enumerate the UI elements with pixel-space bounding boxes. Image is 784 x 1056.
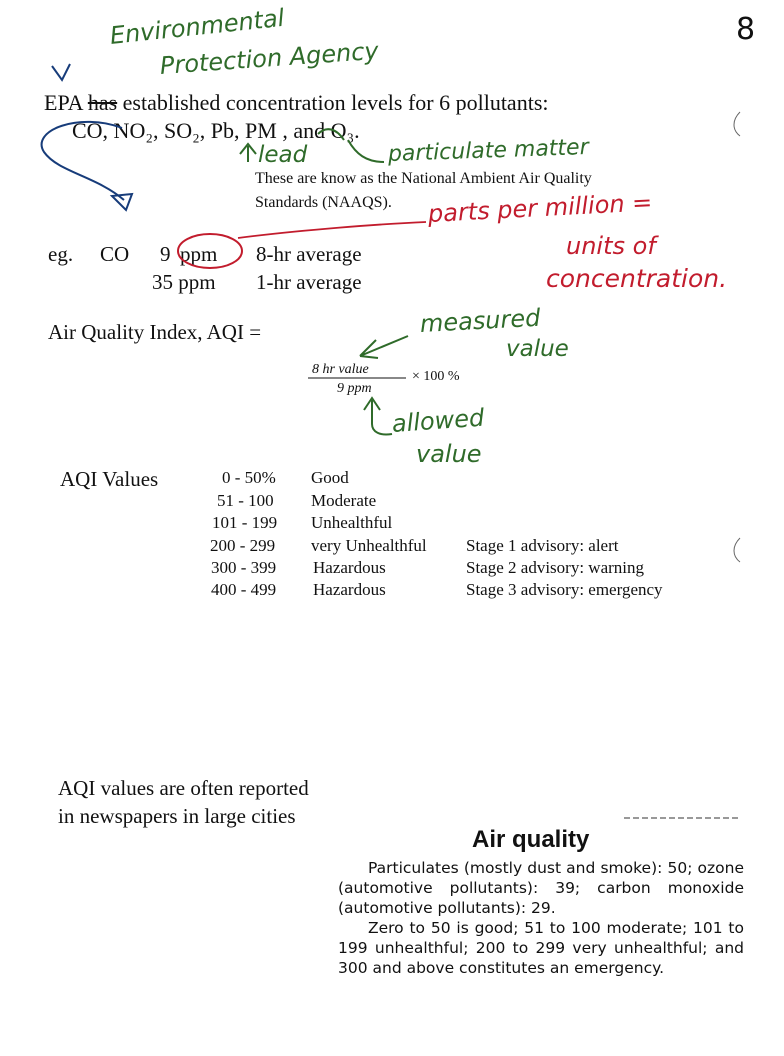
clipping-paragraph: Zero to 50 is good; 51 to 100 moderate; 101 to 199 unhealthful; 200 to 299 very unhealthful; and 300 and above constitutes an emergency. (338, 919, 744, 977)
formula-multiplier: × 100 % (412, 369, 460, 384)
annotation-particulate: particulate matter (387, 135, 590, 167)
annotation-ppm-line3: concentration. (546, 264, 728, 293)
aqi-formula-label: Air Quality Index, AQI = (48, 320, 262, 344)
formula-denominator: 9 ppm (337, 381, 372, 396)
pollutant-list: CO, NO₂, SO₂, Pb, PM , and O₃. (72, 118, 360, 143)
margin-mark (734, 538, 740, 562)
page-number: 8 (736, 12, 756, 47)
aqi-category: Hazardous (313, 558, 386, 577)
has-word: has (87, 90, 118, 115)
measured-arrow-icon (360, 336, 408, 358)
loop-arrow-icon (42, 122, 124, 200)
aqi-values-label: AQI Values (60, 467, 159, 491)
aqi-range: 300 - 399 (211, 558, 277, 577)
aqi-category: very Unhealthful (311, 536, 427, 555)
aqi-category: Unhealthful (311, 513, 393, 532)
annotation-lead: lead (258, 142, 308, 168)
example-pollutant: CO (100, 242, 130, 266)
annotation-allowed-line2: value (416, 440, 482, 468)
aqi-category: Moderate (311, 491, 377, 510)
aqi-advisory: Stage 3 advisory: emergency (466, 580, 663, 599)
example-row1-unit: ppm (180, 242, 218, 266)
annotation-allowed-line1: allowed (391, 403, 486, 438)
check-mark-icon (52, 64, 70, 80)
clipping-title: Air quality (472, 826, 590, 853)
annotation-measured-line2: value (506, 336, 569, 362)
clipping-paragraph: Particulates (mostly dust and smoke): 50; ozone (automotive pollutants): 39; carbon monoxide (automotive pollutants): 29. (338, 859, 744, 917)
annotation-epa-line1: Environmental (108, 3, 286, 50)
reported-line2: in newspapers in large cities (58, 804, 296, 828)
aqi-category: Good (311, 468, 349, 487)
pm-tilde-icon (318, 129, 344, 140)
annotation-epa-line2: Protection Agency (159, 36, 380, 80)
example-row1-avg: 8-hr average (256, 242, 362, 266)
ppm-pointer-line (238, 222, 426, 238)
example-row1-value: 9 (160, 242, 171, 266)
annotation-measured-line1: measured (419, 303, 542, 338)
particulate-hook-icon (348, 140, 384, 162)
annotation-ppm-line1: parts per million = (427, 188, 653, 228)
epa-word: EPA (44, 90, 83, 115)
example-row2-value: 35 ppm (152, 270, 216, 294)
annotation-ppm-line2: units of (566, 232, 656, 260)
formula-numerator: 8 hr value (312, 362, 369, 377)
aqi-range: 101 - 199 (212, 513, 278, 532)
intro-rest: established concentration levels for 6 pollutants: (122, 90, 549, 115)
aqi-range: 51 - 100 (217, 491, 274, 510)
aqi-range: 200 - 299 (210, 536, 276, 555)
lead-arrow-icon (240, 144, 256, 162)
ppm-circle-icon (178, 234, 242, 268)
naaqs-line1: These are know as the National Ambient Air Quality (255, 170, 592, 187)
aqi-category: Hazardous (313, 580, 386, 599)
naaqs-line2: Standards (NAAQS). (255, 194, 392, 211)
allowed-arrow-icon (364, 398, 392, 435)
reported-line1: AQI values are often reported (58, 776, 309, 800)
aqi-range: 0 - 50% (222, 468, 276, 487)
example-row2-avg: 1-hr average (256, 270, 362, 294)
aqi-advisory: Stage 1 advisory: alert (466, 536, 619, 555)
example-eg: eg. (48, 242, 74, 266)
aqi-advisory: Stage 2 advisory: warning (466, 558, 644, 577)
aqi-range: 400 - 499 (211, 580, 277, 599)
margin-mark (734, 112, 740, 136)
